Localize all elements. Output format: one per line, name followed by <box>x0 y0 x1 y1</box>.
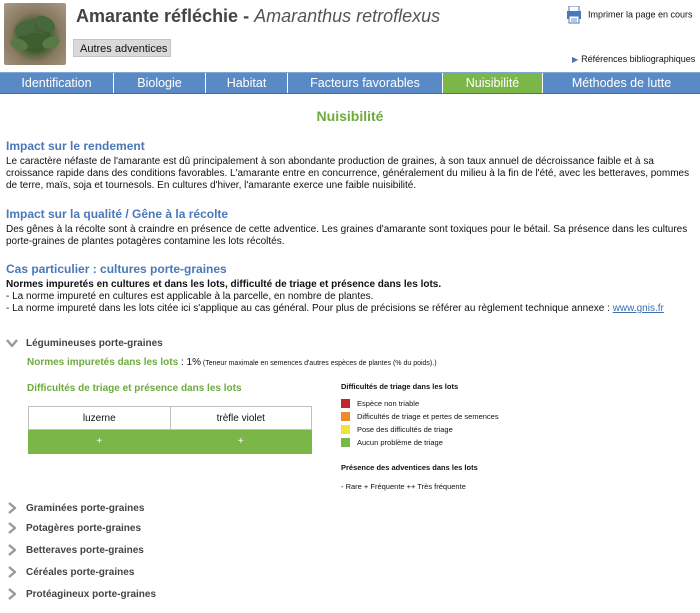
section-heading: Nuisibilité <box>316 108 384 124</box>
table-cell-trefle-violet: + <box>170 430 311 454</box>
tab-facteurs-favorables[interactable]: Facteurs favorables <box>288 73 443 93</box>
table-header-trefle-violet: trèfle violet <box>170 407 311 430</box>
accordion-graminees[interactable] <box>6 502 144 514</box>
norm-separator: : <box>178 357 187 368</box>
print-link[interactable] <box>567 6 693 24</box>
norm-label: Normes impuretés dans les lots <box>27 357 179 368</box>
particulier-line2 <box>6 303 694 315</box>
triangle-right-icon: ▶ <box>572 55 579 64</box>
legend-item <box>341 423 499 436</box>
tab-habitat[interactable]: Habitat <box>206 73 288 93</box>
particulier-text <box>6 279 694 315</box>
chevron-right-icon[interactable] <box>6 544 18 556</box>
table-cell-luzerne: + <box>29 430 171 454</box>
legend-label: Pose des difficultés de triage <box>357 425 453 434</box>
tab-nuisibilite[interactable]: Nuisibilité <box>443 73 543 93</box>
page-heading <box>76 6 440 27</box>
particulier-title: Cas particulier : cultures porte-graines <box>6 262 227 276</box>
chevron-right-icon[interactable] <box>6 522 18 534</box>
qualite-text: Des gênes à la récolte sont à craindre en présence de cette adventice. Les graines d'amarante sont toxiques pour le bétail. Sa présence dans les cultures porte-graines de plantes potagères contamine les lots récoltés. <box>6 224 688 247</box>
qualite-title: Impact sur la qualité / Gêne à la récolte <box>6 207 229 221</box>
norm-impuretes <box>27 357 437 368</box>
norm-note: (Teneur maximale en semences d'autres espèces de plantes (% du poids).) <box>200 360 437 367</box>
accordion-label[interactable]: Protéagineux porte-graines <box>26 588 157 600</box>
table-row <box>29 430 312 454</box>
accordion-label[interactable]: Betteraves porte-graines <box>26 544 144 556</box>
presence-title: Présence des adventices dans les lots <box>341 463 478 472</box>
legend-item <box>341 436 499 449</box>
legend-title: Difficultés de triage dans les lots <box>341 382 459 391</box>
swatch-red <box>341 399 350 408</box>
print-label[interactable]: Imprimer la page en cours <box>588 9 693 20</box>
title-separator: - <box>238 6 255 26</box>
tab-biologie[interactable]: Biologie <box>114 73 206 93</box>
accordion-label[interactable]: Graminées porte-graines <box>26 502 145 514</box>
rendement-text: Le caractère néfaste de l'amarante est dû principalement à son abondante production de graines, à son taux annuel de décroissance faible et à sa croissance rapide dans des conditions favorables. L'amarante entre en concurrence, généralement du milieu à la fin de l'été, avec les betteraves, pommes de terre, maïs, soja et tournesols. En cultures d'hiver, l'amarante exerce une faible nuisibilité. <box>6 156 690 191</box>
tab-identification[interactable]: Identification <box>0 73 114 93</box>
tab-methodes-de-lutte[interactable]: Méthodes de lutte <box>571 76 672 90</box>
triage-legend <box>341 382 499 491</box>
accordion-cereales[interactable] <box>6 566 134 578</box>
chevron-right-icon[interactable] <box>6 588 18 600</box>
particulier-bold: Normes impuretés en cultures et dans les lots, difficulté de triage et présence dans les lots. <box>6 279 442 290</box>
swatch-orange <box>341 412 350 421</box>
accordion-label[interactable]: Potagères porte-graines <box>26 522 142 534</box>
presence-values: - Rare + Fréquente ++ Très fréquente <box>341 482 466 491</box>
accordion-betteraves[interactable] <box>6 544 144 556</box>
accordion-label[interactable]: Légumineuses porte-graines <box>26 337 163 349</box>
printer-icon[interactable] <box>567 6 581 24</box>
particulier-line1: - La norme impureté en cultures est applicable à la parcelle, en nombre de plantes. <box>6 291 374 302</box>
legend-label: Difficultés de triage et pertes de semences <box>357 412 499 421</box>
particulier-line2-text: - La norme impureté dans les lots citée ici s'applique au cas général. Pour plus de précisions se référer au règlement technique annexe : <box>6 303 613 314</box>
gnis-link[interactable]: www.gnis.fr <box>612 303 664 314</box>
chevron-right-icon[interactable] <box>6 502 18 514</box>
scientific-name: Amaranthus retroflexus <box>254 6 441 26</box>
references-link[interactable] <box>572 54 695 64</box>
rendement-title: Impact sur le rendement <box>6 139 145 153</box>
category-badge[interactable]: Autres adventices <box>73 39 171 57</box>
accordion-potageres[interactable] <box>6 522 141 534</box>
swatch-yellow <box>341 425 350 434</box>
swatch-green <box>341 438 350 447</box>
accordion-legumineuses[interactable] <box>6 337 163 349</box>
main-nav <box>0 72 700 94</box>
legend-label: Aucun problème de triage <box>357 438 443 447</box>
chevron-right-icon[interactable] <box>6 566 18 578</box>
references-label[interactable]: Références bibliographiques <box>581 54 696 64</box>
table-header-luzerne: luzerne <box>29 407 171 430</box>
chevron-down-icon[interactable] <box>6 337 18 349</box>
norm-value: 1% <box>186 357 201 368</box>
weed-thumbnail[interactable] <box>4 3 66 65</box>
table-header-row <box>29 407 312 430</box>
legend-item <box>341 397 499 410</box>
triage-title: Difficultés de triage et présence dans les lots <box>27 383 242 394</box>
legend-item <box>341 410 499 423</box>
triage-table <box>28 406 312 454</box>
accordion-proteagineux[interactable] <box>6 588 156 600</box>
common-name: Amarante réfléchie <box>76 6 239 26</box>
header <box>0 0 700 72</box>
legend-label: Espèce non triable <box>357 399 420 408</box>
accordion-label[interactable]: Céréales porte-graines <box>26 566 135 578</box>
